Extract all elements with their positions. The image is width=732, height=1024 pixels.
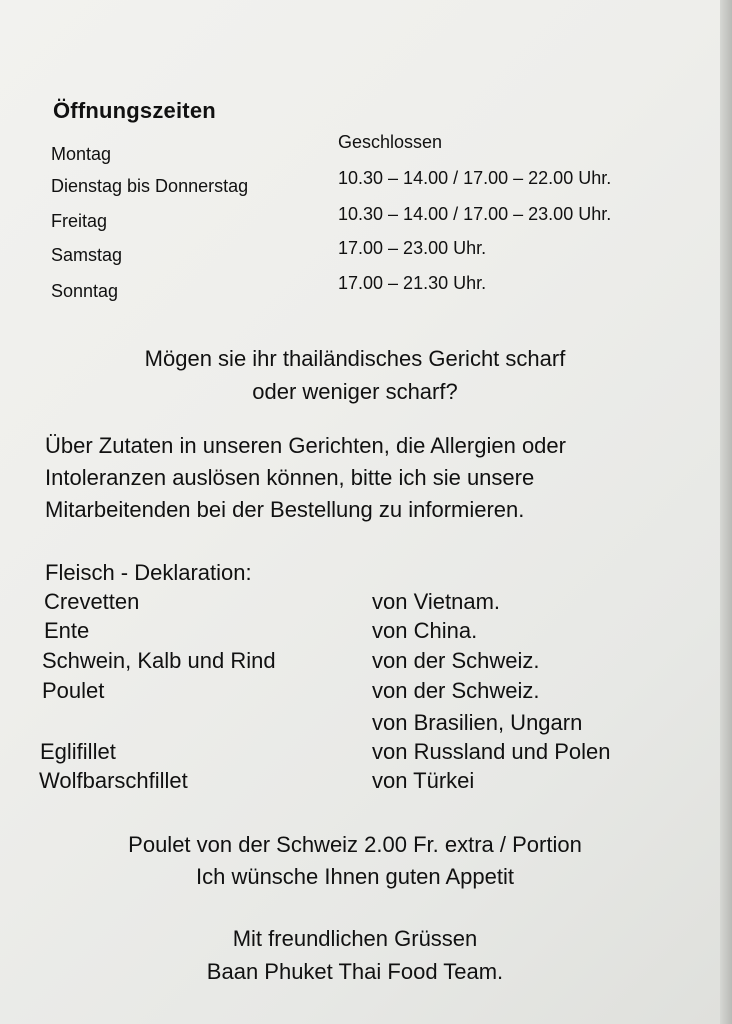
allergy-line: Mitarbeitenden bei der Bestellung zu informieren. [45,497,525,522]
meat-name: Ente [44,618,90,643]
hours-time: 10.30 – 14.00 / 17.00 – 23.00 Uhr. [338,204,612,224]
hours-row-saturday [51,238,691,275]
meat-origin: von Russland und Polen [372,739,611,764]
hours-day: Freitag [51,211,108,231]
meat-origin: von der Schweiz. [372,648,540,673]
closing-line-greetings: Mit freundlichen Grüssen [232,926,478,951]
allergy-notice [45,430,695,526]
hours-day: Samstag [51,245,123,265]
closing-line-poulet-extra: Poulet von der Schweiz 2.00 Fr. extra / Portion [128,832,582,857]
hours-time: 17.00 – 23.00 Uhr. [338,238,487,258]
hours-row-tuesday-thursday [51,168,691,206]
hours-row-friday [51,204,691,241]
meat-declaration-title: Fleisch - Deklaration: [45,560,252,585]
meat-name: Poulet [42,678,105,703]
meat-origin: von China. [372,618,478,643]
hours-time: 10.30 – 14.00 / 17.00 – 22.00 Uhr. [338,168,612,188]
meat-row-ente [42,618,682,648]
closing-line-appetit: Ich wünsche Ihnen guten Appetit [195,864,514,889]
closing-line-team: Baan Phuket Thai Food Team. [206,959,504,984]
meat-row-eglifillet [42,739,682,769]
paper-edge-shadow [720,0,732,1024]
spice-question-line-2: oder weniger scharf? [252,379,458,404]
meat-origin: von Brasilien, Ungarn [372,710,583,735]
allergy-line: Über Zutaten in unseren Gerichten, die Allergien oder [45,433,566,458]
hours-day: Sonntag [51,281,119,301]
meat-name: Eglifillet [40,739,116,764]
meat-row-poulet-additional-origin [42,710,682,740]
meat-origin: von Türkei [372,768,475,793]
meat-row-poulet [42,678,682,708]
hours-day: Montag [51,144,112,164]
meat-name: Crevetten [44,589,140,614]
meat-row-crevetten [42,589,682,619]
hours-row-sunday [51,273,691,311]
meat-name: Schwein, Kalb und Rind [42,648,276,673]
allergy-line: Intoleranzen auslösen können, bitte ich sie unsere [45,465,535,490]
opening-hours-title: Öffnungszeiten [53,98,216,123]
meat-name: Wolfbarschfillet [39,768,188,793]
meat-origin: von Vietnam. [372,589,501,614]
hours-time: 17.00 – 21.30 Uhr. [338,273,487,293]
meat-row-schwein-kalb-rind [42,648,682,678]
spice-question-line-1: Mögen sie ihr thailändisches Gericht scharf [144,346,566,371]
hours-time: Geschlossen [338,132,443,152]
meat-origin: von der Schweiz. [372,678,540,703]
meat-row-wolfbarschfillet [39,768,682,798]
hours-day: Dienstag bis Donnerstag [51,176,249,196]
